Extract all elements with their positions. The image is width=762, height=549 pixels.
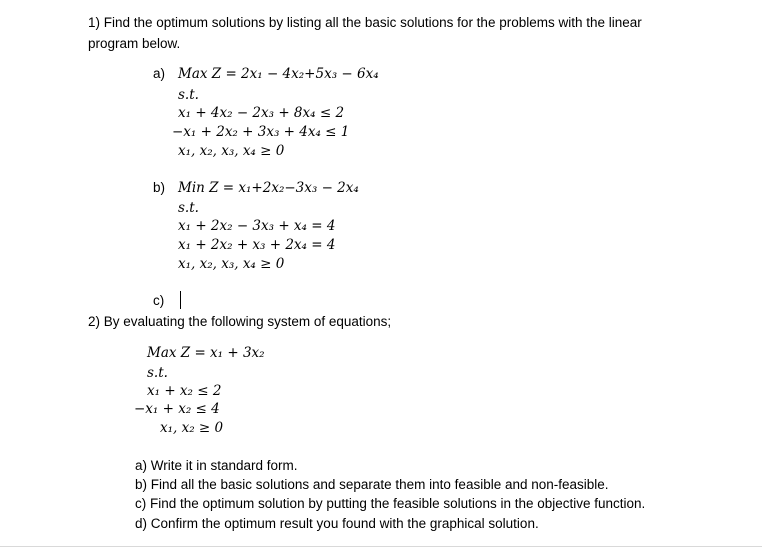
q2-task-c: c) Find the optimum solution by putting the feasible solutions in the objective function. bbox=[135, 496, 646, 511]
q1b-nonnegativity: x₁, x₂, x₃, x₄ ≥ 0 bbox=[178, 256, 285, 272]
q2-st: s.t. bbox=[147, 365, 168, 381]
q2-task-d: d) Confirm the optimum result you found with the graphical solution. bbox=[135, 516, 539, 531]
q2-constraint-1: x₁ + x₂ ≤ 2 bbox=[147, 383, 222, 399]
q1b-st: s.t. bbox=[178, 200, 199, 216]
q1b-constraint-2: x₁ + 2x₂ + x₃ + 2x₄ = 4 bbox=[178, 237, 336, 253]
q2-intro: 2) By evaluating the following system of equations; bbox=[88, 314, 392, 329]
q2-constraint-2: −x₁ + x₂ ≤ 4 bbox=[134, 401, 220, 417]
q1c-label: c) bbox=[153, 293, 165, 308]
q2-task-b: b) Find all the basic solutions and separate them into feasible and non-feasible. bbox=[135, 477, 609, 492]
q1a-constraint-2: −x₁ + 2x₂ + 3x₃ + 4x₄ ≤ 1 bbox=[172, 124, 350, 140]
q1a-objective: Max Z = 2x₁ − 4x₂+5x₃ − 6x₄ bbox=[178, 66, 379, 82]
q2-objective: Max Z = x₁ + 3x₂ bbox=[147, 345, 265, 361]
page-bottom-border bbox=[0, 546, 762, 547]
q1a-st: s.t. bbox=[178, 87, 199, 103]
q1a-nonnegativity: x₁, x₂, x₃, x₄ ≥ 0 bbox=[178, 143, 285, 159]
q1a-label: a) bbox=[153, 66, 166, 81]
q1-intro-line1: 1) Find the optimum solutions by listing all the basic solutions for the problems with the linear bbox=[88, 15, 642, 30]
q1b-constraint-1: x₁ + 2x₂ − 3x₃ + x₄ = 4 bbox=[178, 218, 336, 234]
q1b-label: b) bbox=[153, 180, 166, 195]
text-cursor[interactable] bbox=[180, 291, 181, 309]
q2-nonnegativity: x₁, x₂ ≥ 0 bbox=[160, 420, 224, 436]
q1b-objective: Min Z = x₁+2x₂−3x₃ − 2x₄ bbox=[178, 180, 359, 196]
q1-intro-line2: program below. bbox=[88, 36, 181, 51]
q2-task-a: a) Write it in standard form. bbox=[135, 458, 298, 473]
q1a-constraint-1: x₁ + 4x₂ − 2x₃ + 8x₄ ≤ 2 bbox=[178, 105, 345, 121]
